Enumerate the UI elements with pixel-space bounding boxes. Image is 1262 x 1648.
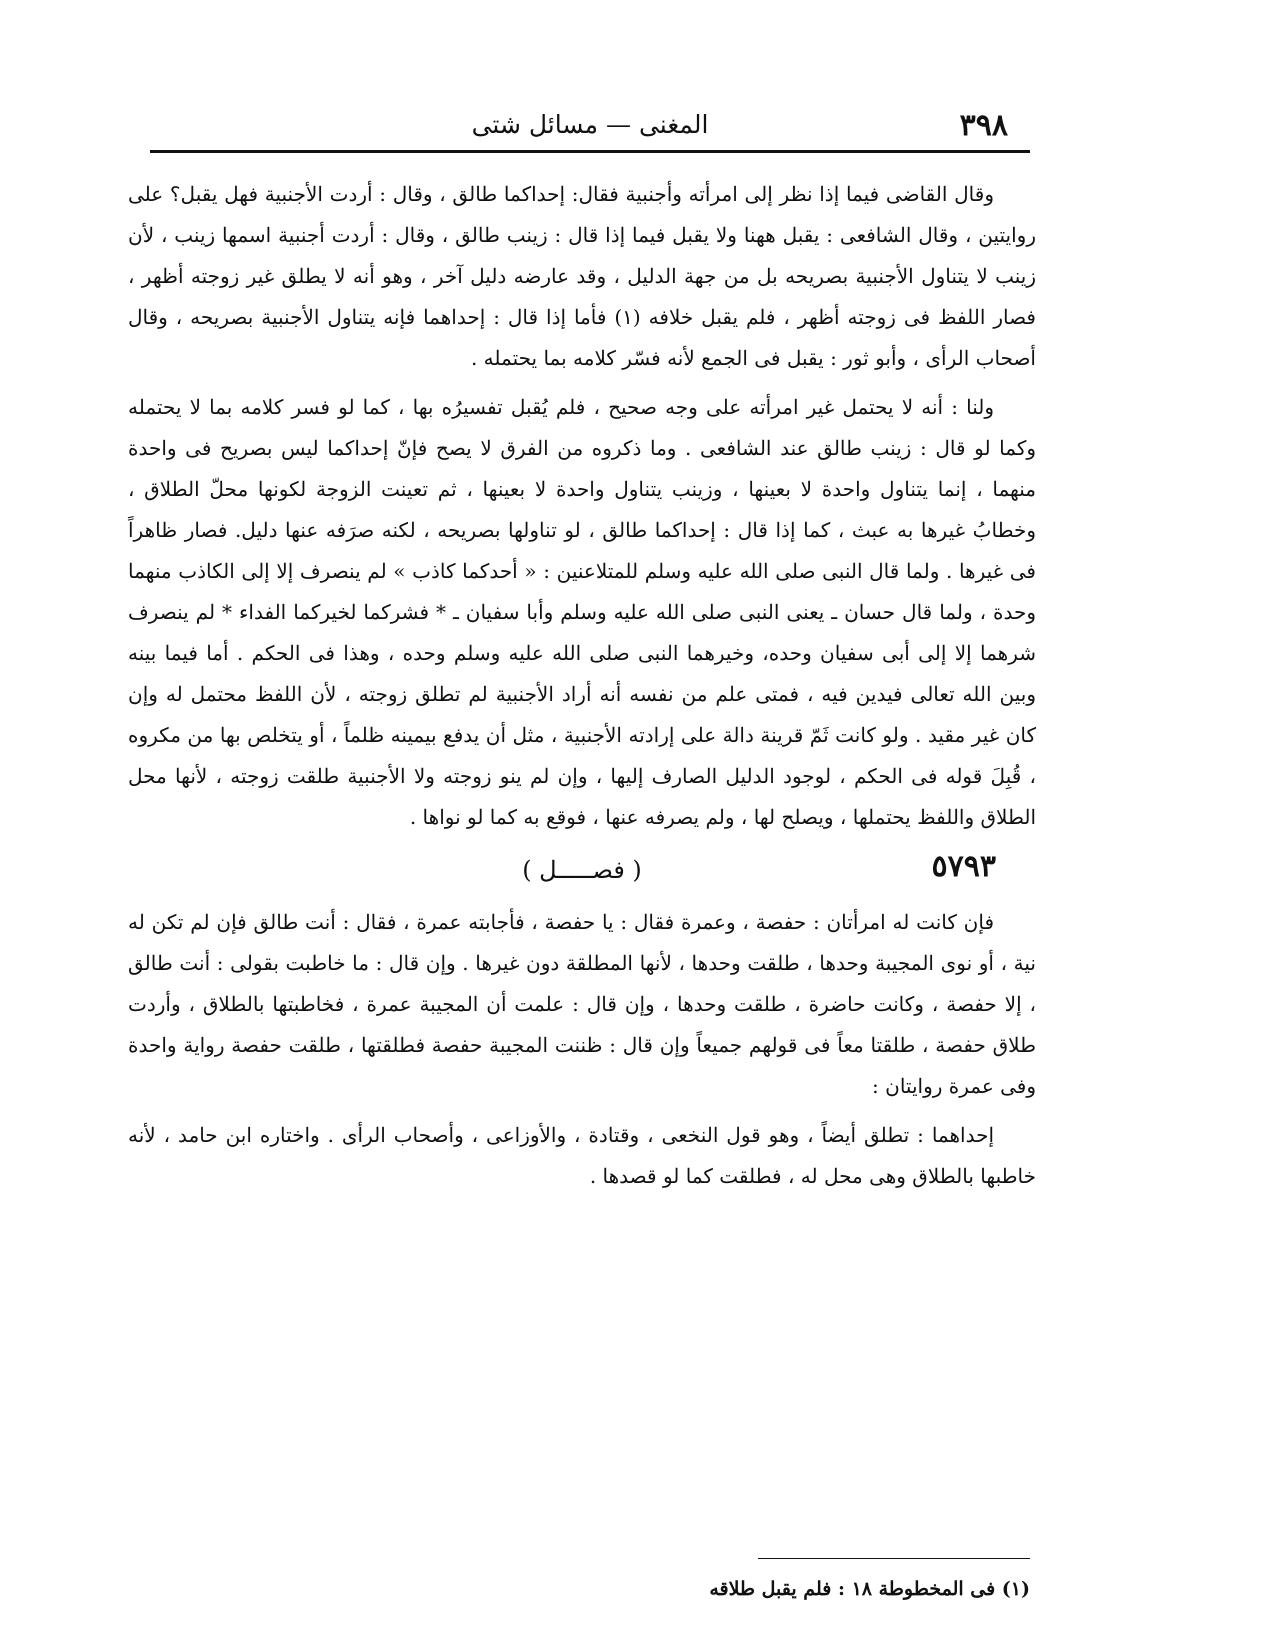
footnote-rule (758, 1558, 1030, 1559)
paragraph: وقال القاضى فيما إذا نظر إلى امرأته وأجنبية فقال: إحداكما طالق ، وقال : أردت الأجنبية فهل يقبل؟ على روايتين ، وقال الشافعى : يقبل ههنا ولا يقبل فيما إذا قال : زينب طالق ، وقال : أردت أجنبية اسمها زينب ، لأن زينب لا يتناول الأجنبية بصريحه بل من جهة الدليل ، وقد عارضه دليل آخر ، وهو أنه لا يطلق غير زوجته أظهر ، فصار اللفظ فى زوجته أظهر ، فلم يقبل خلافه (١) فأما إذا قال : إحداهما فإنه يتناول الأجنبية بصريحه ، وقال أصحاب الرأى ، وأبو ثور : يقبل فى الجمع لأنه فسّر كلامه بما يحتمله . (128, 182, 1036, 370)
running-title: المغنى — مسائل شتى (471, 110, 709, 139)
footnote: (١) فى المخطوطة ١٨ : فلم يقبل طلاقه (709, 1578, 1030, 1600)
body-text (128, 174, 1036, 1197)
paragraph: إحداهما : تطلق أيضاً ، وهو قول النخعى ، وقتادة ، والأوزاعى ، وأصحاب الرأى . واختاره ابن حامد ، لأنه خاطبها بالطلاق وهى محل له ، فطلقت كما لو قصدها . (128, 1123, 1036, 1188)
section-heading (128, 842, 1036, 896)
page-header (150, 100, 1030, 150)
paragraph: ولنا : أنه لا يحتمل غير امرأته على وجه صحيح ، فلم يُقبل تفسيرُه بها ، كما لو فسر كلامه بما لا يحتمله وكما لو قال : زينب طالق عند الشافعى . وما ذكروه من الفرق لا يصح فإنّ إحداكما ليس بصريح فى واحدة منهما ، إنما يتناول واحدة لا بعينها ، وزينب يتناول واحدة لا بعينها ، ثم تعينت الزوجة لكونها محلّ الطلاق ، وخطابُ غيرها به عبث ، كما إذا قال : إحداكما طالق ، لو تناولها بصريحه ، لكنه صرَفه عنها دليل. فصار ظاهراً فى غيرها . ولما قال النبى صلى الله عليه وسلم للمتلاعنين : « أحدكما كاذب » لم ينصرف إلا إلى الكاذب منهما وحدة ، ولما قال حسان ـ يعنى النبى صلى الله عليه وسلم وأبا سفيان ـ * فشركما لخيركما الفداء * لم ينصرف شرهما إلا إلى أبى سفيان وحده، وخيرهما النبى صلى الله عليه وسلم وحده ، وهذا فى الحكم . أما فيما بينه وبين الله تعالى فيدين فيه ، فمتى علم من نفسه أنه أراد الأجنبية لم تطلق زوجته ، لأن اللفظ محتمل له وإن كان غير مقيد . ولو كانت ثَمّ قرينة دالة على إرادته الأجنبية ، مثل أن يدفع بيمينه ظلماً ، أو يتخلص بها من مكروه ، قُبِلَ قوله فى الحكم ، لوجود الدليل الصارف إليها ، وإن لم ينو زوجته ولا الأجنبية طلقت زوجته ، لأنها محل الطلاق واللفظ يحتملها ، ويصلح لها ، ولم يصرفه عنها ، فوقع به كما لو نواها . (128, 395, 1037, 829)
header-rule (150, 150, 1030, 153)
section-title: ( فصـــــل ) (522, 856, 642, 884)
paragraph: فإن كانت له امرأتان : حفصة ، وعمرة فقال : يا حفصة ، فأجابته عمرة ، فقال : أنت طالق فإن لم تكن له نية ، أو نوى المجيبة وحدها ، طلقت وحدها ، لأنها المطلقة دون غيرها . وإن قال : ما خاطبت بقولى : أنت طالق ، إلا حفصة ، وكانت حاضرة ، طلقت وحدها ، وإن قال : علمت أن المجيبة عمرة ، فخاطبتها بالطلاق ، وأردت طلاق حفصة ، طلقتا معاً فى قولهم جميعاً وإن قال : ظننت المجيبة حفصة فطلقتها ، طلقت حفصة رواية واحدة وفى عمرة روايتان : (128, 910, 1036, 1098)
section-number: ٥٧٩٣ (931, 849, 996, 884)
page-number: ٣٩٨ (959, 108, 1008, 143)
